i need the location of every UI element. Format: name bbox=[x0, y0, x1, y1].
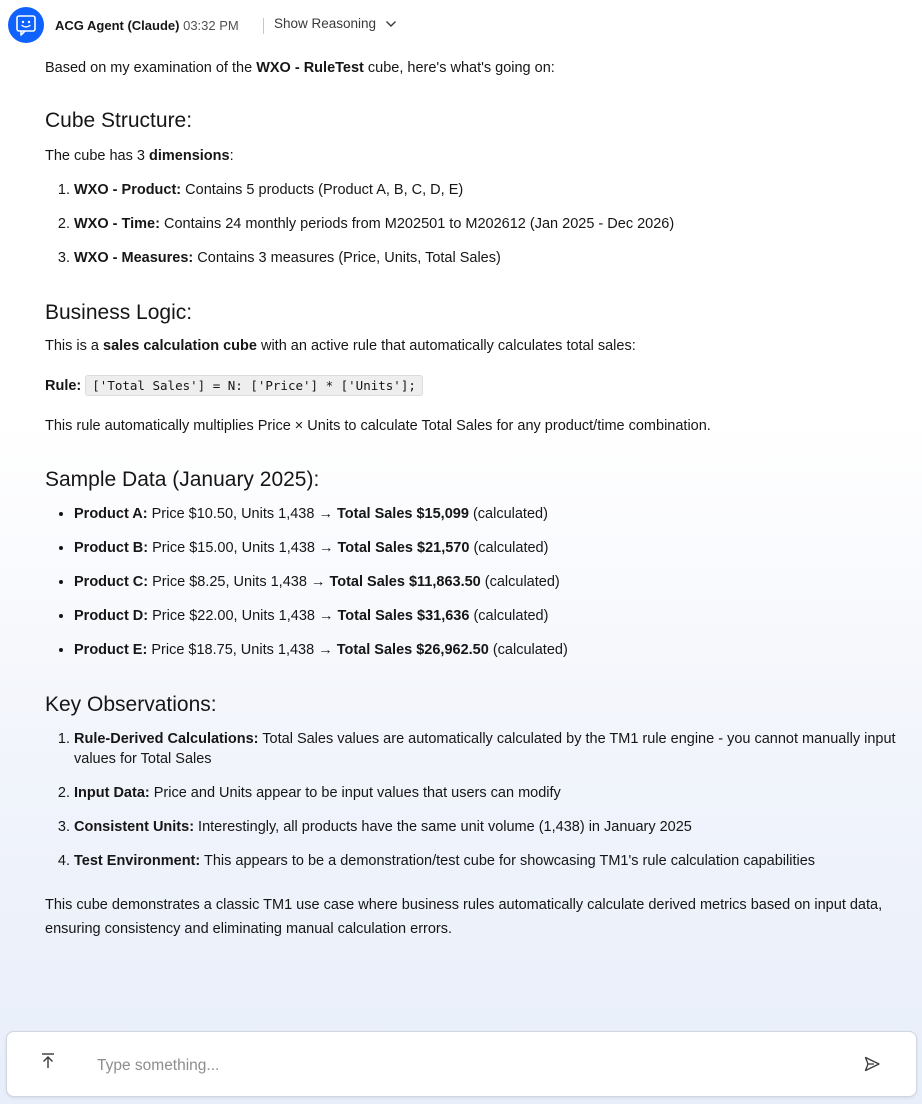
cube-name: WXO - RuleTest bbox=[256, 60, 364, 76]
chat-bot-icon bbox=[8, 7, 44, 43]
observation-label: Rule-Derived Calculations: bbox=[74, 731, 259, 747]
list-item bbox=[74, 640, 905, 660]
product-text: Price $18.75, Units 1,438 → bbox=[147, 642, 337, 658]
sample-data-heading: Sample Data (January 2025): bbox=[45, 468, 320, 491]
product-note: (calculated) bbox=[469, 608, 549, 624]
send-button[interactable] bbox=[863, 1055, 883, 1075]
cube-structure-heading: Cube Structure: bbox=[45, 109, 193, 132]
dimension-label: WXO - Measures: bbox=[74, 250, 194, 266]
product-label: Product C: bbox=[74, 574, 149, 590]
logic-summary bbox=[45, 336, 905, 356]
observation-label: Test Environment: bbox=[74, 853, 201, 869]
dimension-label: WXO - Time: bbox=[74, 216, 160, 232]
observation-text: This appears to be a demonstration/test cube for showcasing TM1's rule calculation capabilities bbox=[200, 853, 816, 869]
upload-icon bbox=[39, 1052, 57, 1070]
business-logic-heading: Business Logic: bbox=[45, 301, 193, 324]
product-text: Price $22.00, Units 1,438 → bbox=[148, 608, 338, 624]
list-item bbox=[74, 572, 905, 592]
send-icon bbox=[863, 1055, 881, 1073]
rule-description: This rule automatically multiplies Price × Units to calculate Total Sales for any product/time combination. bbox=[45, 418, 711, 434]
dimension-text: Contains 5 products (Product A, B, C, D, E) bbox=[181, 182, 464, 198]
message-composer bbox=[6, 1031, 917, 1097]
product-text: Price $10.50, Units 1,438 → bbox=[147, 506, 337, 522]
intro-paragraph bbox=[45, 58, 905, 78]
message-header bbox=[0, 6, 922, 42]
rule-label: Rule: bbox=[45, 378, 82, 394]
upload-button[interactable] bbox=[39, 1052, 59, 1072]
list-item bbox=[74, 538, 905, 558]
product-note: (calculated) bbox=[480, 574, 560, 590]
logic-text: This is a bbox=[45, 338, 104, 354]
structure-colon: : bbox=[229, 148, 234, 164]
observation-text: Total Sales values are automatically calculated by the TM1 rule engine - you cannot manually input values for Total Sales bbox=[74, 731, 896, 767]
list-item bbox=[74, 248, 905, 268]
agent-name-text: ACG Agent (Claude) bbox=[55, 18, 180, 33]
product-label: Product E: bbox=[74, 642, 148, 658]
list-item bbox=[74, 783, 905, 803]
list-item bbox=[74, 606, 905, 626]
dimension-count: 3 bbox=[136, 148, 145, 164]
list-item bbox=[74, 214, 905, 234]
product-label: Product D: bbox=[74, 608, 149, 624]
intro-text-end: cube, here's what's going on: bbox=[363, 60, 555, 76]
list-item bbox=[74, 851, 905, 871]
show-reasoning-toggle[interactable] bbox=[274, 16, 398, 31]
product-total: Total Sales $31,636 bbox=[337, 608, 470, 624]
list-item bbox=[74, 817, 905, 837]
chevron-down-icon bbox=[384, 17, 398, 31]
key-observations-heading: Key Observations: bbox=[45, 693, 217, 716]
intro-text: Based on my examination of the bbox=[45, 60, 257, 76]
list-item bbox=[74, 729, 905, 769]
sample-data-list bbox=[45, 504, 905, 660]
observation-text: Price and Units appear to be input values that users can modify bbox=[149, 785, 561, 801]
product-total: Total Sales $11,863.50 bbox=[329, 574, 481, 590]
rule-line bbox=[45, 376, 905, 396]
header-divider bbox=[263, 18, 264, 34]
product-total: Total Sales $15,099 bbox=[336, 506, 469, 522]
list-item bbox=[74, 180, 905, 200]
observation-label: Input Data: bbox=[74, 785, 150, 801]
message-content bbox=[45, 58, 905, 941]
observation-label: Consistent Units: bbox=[74, 819, 195, 835]
product-text: Price $8.25, Units 1,438 → bbox=[148, 574, 330, 590]
show-reasoning-label: Show Reasoning bbox=[274, 16, 377, 31]
message-input[interactable] bbox=[97, 1052, 817, 1080]
observation-text: Interestingly, all products have the same unit volume (1,438) in January 2025 bbox=[194, 819, 692, 835]
logic-text-end: with an active rule that automatically calculates total sales: bbox=[256, 338, 636, 354]
product-note: (calculated) bbox=[488, 642, 568, 658]
product-total: Total Sales $26,962.50 bbox=[336, 642, 489, 658]
structure-summary bbox=[45, 146, 905, 166]
structure-text: The cube has bbox=[45, 148, 137, 164]
agent-name bbox=[55, 18, 239, 33]
product-text: Price $15.00, Units 1,438 → bbox=[148, 540, 338, 556]
product-note: (calculated) bbox=[468, 506, 548, 522]
product-note: (calculated) bbox=[469, 540, 549, 556]
product-label: Product B: bbox=[74, 540, 149, 556]
logic-bold: sales calculation cube bbox=[103, 338, 257, 354]
product-total: Total Sales $21,570 bbox=[337, 540, 470, 556]
product-label: Product A: bbox=[74, 506, 148, 522]
message-timestamp: 03:32 PM bbox=[183, 18, 239, 33]
observations-list bbox=[45, 729, 905, 871]
dimensions-label: dimensions bbox=[149, 148, 230, 164]
dimension-label: WXO - Product: bbox=[74, 182, 182, 198]
conclusion-paragraph: This cube demonstrates a classic TM1 use case where business rules automatically calculate derived metrics based on input data, ensuring consistency and eliminating manual calculation errors. bbox=[45, 897, 883, 937]
rule-code: ['Total Sales'] = N: ['Price'] * ['Units']; bbox=[85, 375, 423, 396]
dimension-text: Contains 24 monthly periods from M202501 to M202612 (Jan 2025 - Dec 2026) bbox=[159, 216, 675, 232]
dimension-list bbox=[45, 180, 905, 268]
dimension-text: Contains 3 measures (Price, Units, Total Sales) bbox=[193, 250, 501, 266]
list-item bbox=[74, 504, 905, 524]
